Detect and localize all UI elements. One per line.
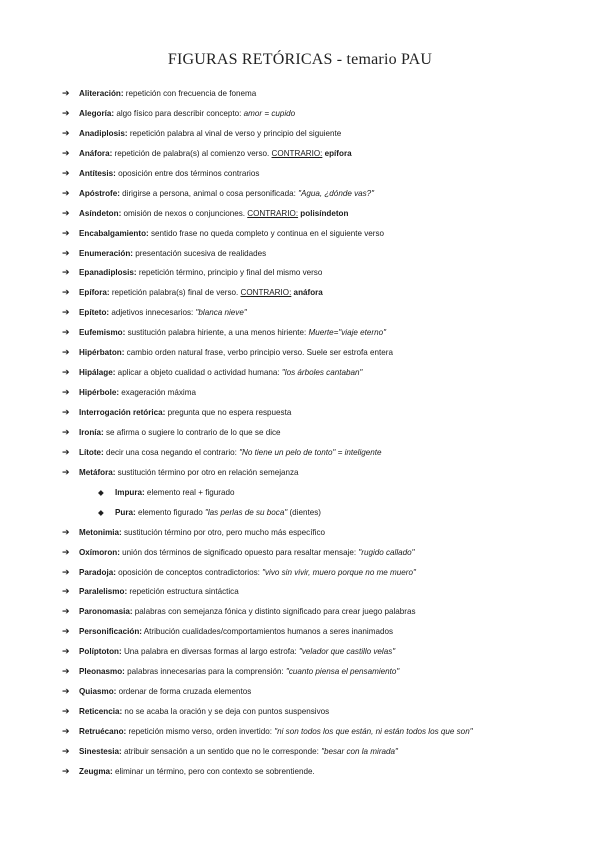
list-item [62, 443, 582, 463]
arrow-bullet-icon: ➔ [62, 227, 70, 238]
arrow-bullet-icon: ➔ [62, 566, 70, 577]
contrario-label: CONTRARIO: [247, 208, 299, 218]
arrow-bullet-icon: ➔ [62, 745, 70, 756]
list-item [62, 423, 582, 443]
list-item [62, 84, 582, 104]
antonym-term: epífora [322, 148, 352, 158]
sub-list-item [62, 503, 582, 523]
figure-example: "besar con la mirada" [321, 746, 398, 756]
arrow-bullet-icon: ➔ [62, 347, 70, 358]
figure-term: Oxímoron: [79, 547, 120, 557]
figure-example: "vivo sin vivir, muero porque no me muero" [262, 567, 416, 577]
list-item [62, 622, 582, 642]
arrow-bullet-icon: ➔ [62, 167, 70, 178]
list-item [62, 682, 582, 702]
list-item [62, 283, 582, 303]
list-item [62, 343, 582, 363]
figure-description: algo físico para describir concepto: [114, 108, 244, 118]
arrow-bullet-icon: ➔ [62, 407, 70, 417]
arrow-bullet-icon: ➔ [62, 88, 70, 98]
figure-term: Enumeración: [79, 248, 133, 258]
arrow-bullet-icon: ➔ [62, 726, 70, 736]
list-item [62, 244, 582, 264]
figure-description: palabras con semejanza fónica y distinto significado para crear juego palabras [132, 607, 416, 617]
arrow-bullet-icon: ➔ [62, 127, 70, 138]
arrow-bullet-icon: ➔ [62, 666, 70, 677]
arrow-bullet-icon: ➔ [62, 466, 70, 477]
figure-term: Alegoría: [79, 108, 115, 118]
list-item [62, 742, 582, 762]
figure-term: Antítesis: [79, 168, 116, 178]
list-item [62, 104, 582, 124]
figure-description: repetición con frecuencia de fonema [123, 89, 257, 98]
figure-description: sustitución palabra hiriente, a una menos hiriente: [125, 328, 309, 338]
figure-term: Anáfora: [79, 148, 113, 158]
figure-example: "blanca nieve" [195, 308, 247, 318]
figure-term: Zeugma: [79, 766, 113, 776]
list-item [62, 463, 582, 483]
list-item [62, 124, 582, 144]
arrow-bullet-icon: ➔ [62, 546, 70, 557]
figure-term: Eufemismo: [79, 328, 126, 338]
figure-term: Aliteración: [79, 89, 124, 98]
list-item [62, 383, 582, 403]
list-item [62, 543, 582, 563]
figure-description: cambio orden natural frase, verbo principio verso. Suele ser estrofa entera [124, 348, 394, 358]
figure-term: Paronomasia: [79, 607, 133, 617]
figure-description: aplicar a objeto cualidad o actividad humana: [115, 368, 282, 378]
figure-term: Metáfora: [79, 467, 116, 477]
figure-example: Muerte="viaje eterno" [308, 328, 386, 338]
figure-description: Atribución cualidades/comportamientos humanos a seres inanimados [141, 627, 394, 637]
figure-example: "los árboles cantaban" [281, 368, 363, 378]
figure-term: Asíndeton: [79, 208, 122, 218]
figure-description: repetición palabra al vinal de verso y principio del siguiente [127, 128, 342, 138]
arrow-bullet-icon: ➔ [62, 267, 70, 278]
list-item [62, 523, 582, 543]
figure-description: repetición palabra(s) final de verso. [109, 288, 241, 298]
page-title: FIGURAS RETÓRICAS - temario PAU [167, 51, 433, 68]
arrow-bullet-icon: ➔ [62, 387, 70, 398]
list-item [62, 303, 582, 323]
list-item [62, 204, 582, 224]
list-item [62, 403, 582, 423]
arrow-bullet-icon: ➔ [62, 207, 70, 218]
diamond-bullet-icon: ◆ [98, 487, 104, 497]
figure-description: pregunta que no espera respuesta [165, 408, 292, 417]
figure-description: repetición de palabra(s) al comienzo verso. [112, 148, 272, 158]
figure-description: ordenar de forma cruzada elementos [116, 687, 252, 697]
figure-description: eliminar un término, pero con contexto se sobrentiende. [112, 766, 315, 776]
figure-term: Impura: [115, 487, 145, 497]
arrow-bullet-icon: ➔ [62, 686, 70, 697]
figure-term: Metonimia: [79, 527, 122, 537]
figure-example: "No tiene un pelo de tonto" = inteligente [239, 447, 382, 457]
figure-term: Epífora: [79, 288, 110, 298]
figure-description: Una palabra en diversas formas al largo estrofa: [121, 647, 299, 657]
arrow-bullet-icon: ➔ [62, 526, 70, 537]
arrow-bullet-icon: ➔ [62, 446, 70, 457]
sub-list-item [62, 483, 582, 503]
figure-description: sustitución término por otro en relación semejanza [115, 467, 299, 477]
figure-description: repetición mismo verso, orden invertido: [126, 727, 275, 736]
figure-term: Pura: [115, 507, 136, 517]
figure-term: Pleonasmo: [79, 667, 125, 677]
figure-description: repetición estructura sintáctica [127, 587, 239, 597]
figure-term: Políptoton: [79, 647, 122, 657]
figure-description: repetición término, principio y final del mismo verso [136, 268, 323, 278]
figure-description: atribuir sensación a un sentido que no le corresponde: [121, 746, 322, 756]
list-item [62, 582, 582, 602]
arrow-bullet-icon: ➔ [62, 187, 70, 198]
list-item [62, 722, 582, 742]
figure-example: "las perlas de su boca" [205, 507, 288, 517]
antonym-term: anáfora [291, 288, 323, 298]
figure-description: sustitución término por otro, pero mucho más específico [121, 527, 326, 537]
figure-description: elemento real + figurado [144, 487, 235, 497]
arrow-bullet-icon: ➔ [62, 606, 70, 617]
figure-example: amor = cupido [243, 108, 296, 118]
figure-term: Anadiplosis: [79, 128, 128, 138]
figure-description: unión dos términos de significado opuesto para resaltar mensaje: [119, 547, 359, 557]
contrario-label: CONTRARIO: [271, 148, 323, 158]
arrow-bullet-icon: ➔ [62, 765, 70, 776]
figure-description: dirigirse a persona, animal o cosa personificada: [119, 188, 299, 198]
figure-description: exageración máxima [119, 388, 196, 398]
figure-term: Quiasmo: [79, 687, 117, 697]
list-item [62, 363, 582, 383]
diamond-bullet-icon: ◆ [98, 507, 104, 517]
figure-term: Apóstrofe: [79, 188, 120, 198]
list-item [62, 662, 582, 682]
arrow-bullet-icon: ➔ [62, 307, 70, 318]
arrow-bullet-icon: ➔ [62, 287, 70, 298]
figure-description: no se acaba la oración y se deja con puntos suspensivos [122, 707, 330, 717]
list-item [62, 144, 582, 164]
figure-example: "ni son todos los que están, ni están todos los que son" [274, 727, 473, 736]
arrow-bullet-icon: ➔ [62, 646, 70, 657]
arrow-bullet-icon: ➔ [62, 626, 70, 637]
list-item [62, 263, 582, 283]
arrow-bullet-icon: ➔ [62, 147, 70, 158]
antonym-term: polisíndeton [298, 208, 349, 218]
figure-term: Ironía: [79, 427, 104, 437]
figure-description: palabras innecesarias para la comprensión: [124, 667, 286, 677]
list-item [62, 702, 582, 722]
figure-term: Sinestesia: [79, 746, 122, 756]
figure-example: "cuanto piensa el pensamiento" [285, 667, 400, 677]
figure-example: "velador que castillo velas" [298, 647, 396, 657]
figure-term: Personificación: [79, 627, 142, 637]
figure-example: "rugido callado" [358, 547, 415, 557]
figure-term: Paradoja: [79, 567, 116, 577]
list-item [62, 224, 582, 244]
list-item [62, 642, 582, 662]
figure-description: se afirma o sugiere lo contrario de lo que se dice [103, 427, 281, 437]
figure-term: Hipérbaton: [79, 348, 125, 358]
arrow-bullet-icon: ➔ [62, 107, 70, 118]
figure-description: presentación sucesiva de realidades [132, 248, 267, 258]
figure-term: Interrogación retórica: [79, 408, 166, 417]
arrow-bullet-icon: ➔ [62, 367, 70, 378]
figure-description: oposición entre dos términos contrarios [115, 168, 260, 178]
figure-description: adjetivos innecesarios: [109, 308, 196, 318]
figure-list [62, 84, 582, 782]
list-item [62, 563, 582, 583]
example-note: (dientes) [287, 507, 321, 517]
figure-term: Hipérbole: [79, 388, 120, 398]
figure-description: elemento figurado [135, 507, 205, 517]
figure-term: Lítote: [79, 447, 104, 457]
list-item [62, 323, 582, 343]
arrow-bullet-icon: ➔ [62, 586, 70, 597]
list-item [62, 164, 582, 184]
arrow-bullet-icon: ➔ [62, 247, 70, 258]
list-item [62, 184, 582, 204]
figure-description: decir una cosa negando el contrario: [103, 447, 240, 457]
figure-term: Paralelismo: [79, 587, 128, 597]
figure-term: Epíteto: [79, 308, 110, 318]
arrow-bullet-icon: ➔ [62, 426, 70, 437]
contrario-label: CONTRARIO: [240, 288, 292, 298]
figure-term: Reticencia: [79, 707, 123, 717]
figure-term: Retruécano: [79, 727, 127, 736]
arrow-bullet-icon: ➔ [62, 327, 70, 338]
list-item [62, 762, 582, 782]
figure-example: "Agua, ¿dónde vas?" [298, 188, 375, 198]
figure-description: sentido frase no queda completo y continua en el siguiente verso [148, 228, 385, 238]
figure-term: Hipálage: [79, 368, 116, 378]
figure-description: omisión de nexos o conjunciones. [121, 208, 248, 218]
list-item [62, 602, 582, 622]
figure-term: Epanadiplosis: [79, 268, 137, 278]
figure-description: oposición de conceptos contradictorios: [115, 567, 263, 577]
figure-term: Encabalgamiento: [79, 228, 149, 238]
arrow-bullet-icon: ➔ [62, 706, 70, 717]
